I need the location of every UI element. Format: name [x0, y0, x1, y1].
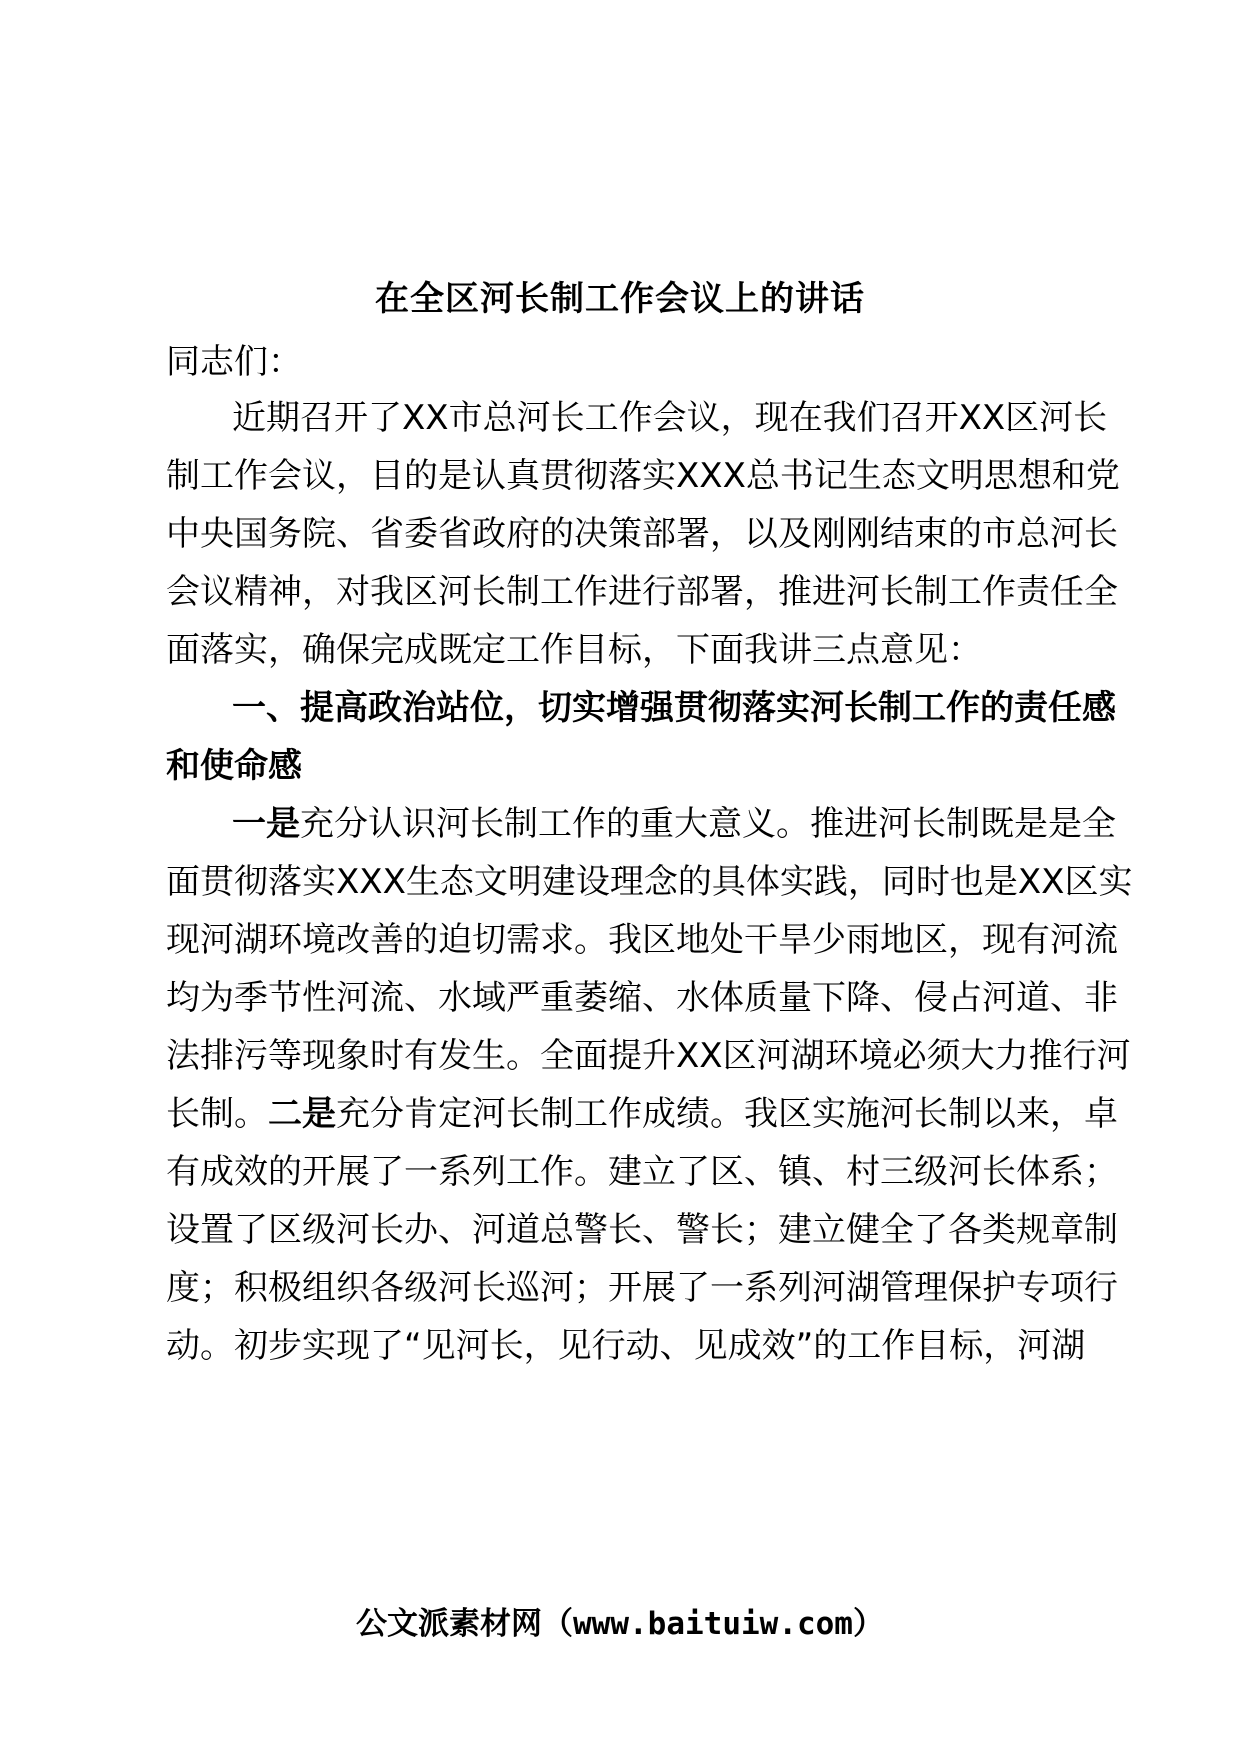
footer-watermark	[0, 1603, 1240, 1645]
paragraph-text: 长制。	[166, 1094, 268, 1134]
paragraph-line: 面落实，确保完成既定工作目标，下面我讲三点意见：	[166, 630, 982, 670]
paragraph-line	[232, 802, 1116, 846]
paragraph-line: 中央国务院、省委省政府的决策部署，以及刚刚结束的市总河长	[166, 514, 1118, 554]
section-heading: 一、提高政治站位，切实增强贯彻落实河长制工作的责任感	[232, 688, 1116, 728]
paragraph-line: 法排污等现象时有发生。全面提升XX区河湖环境必须大力推行河	[166, 1036, 1131, 1076]
point-marker: 二是	[268, 1094, 336, 1134]
paragraph-line: 现河湖环境改善的迫切需求。我区地处干旱少雨地区，现有河流	[166, 920, 1118, 960]
section-heading-continuation: 和使命感	[166, 746, 302, 786]
paragraph-line: 设置了区级河长办、河道总警长、警长；建立健全了各类规章制	[166, 1210, 1118, 1250]
paragraph-line: 有成效的开展了一系列工作。建立了区、镇、村三级河长体系；	[166, 1152, 1118, 1192]
paragraph-text: 充分肯定河长制工作成绩。我区实施河长制以来，卓	[336, 1094, 1118, 1134]
salutation: 同志们：	[166, 342, 302, 382]
paragraph-line: 制工作会议，目的是认真贯彻落实XXX总书记生态文明思想和党	[166, 456, 1120, 496]
point-marker: 一是	[232, 804, 300, 844]
paragraph-line: 会议精神，对我区河长制工作进行部署，推进河长制工作责任全	[166, 572, 1118, 612]
paragraph-line: 近期召开了XX市总河长工作会议，现在我们召开XX区河长	[232, 398, 1108, 438]
footer-url: （www.baituiw.com）	[542, 1606, 884, 1642]
paragraph-line: 动。初步实现了“见河长，见行动、见成效”的工作目标，河湖	[166, 1326, 1086, 1366]
paragraph-line	[166, 1092, 1118, 1136]
document-title: 在全区河长制工作会议上的讲话	[375, 279, 865, 319]
paragraph-line: 面贯彻落实XXX生态文明建设理念的具体实践，同时也是XX区实	[166, 862, 1133, 902]
footer-site-name: 公文派素材网	[356, 1606, 543, 1642]
paragraph-line: 度；积极组织各级河长巡河；开展了一系列河湖管理保护专项行	[166, 1268, 1118, 1308]
paragraph-line: 均为季节性河流、水域严重萎缩、水体质量下降、侵占河道、非	[166, 978, 1118, 1018]
paragraph-text: 充分认识河长制工作的重大意义。推进河长制既是是全	[300, 804, 1116, 844]
